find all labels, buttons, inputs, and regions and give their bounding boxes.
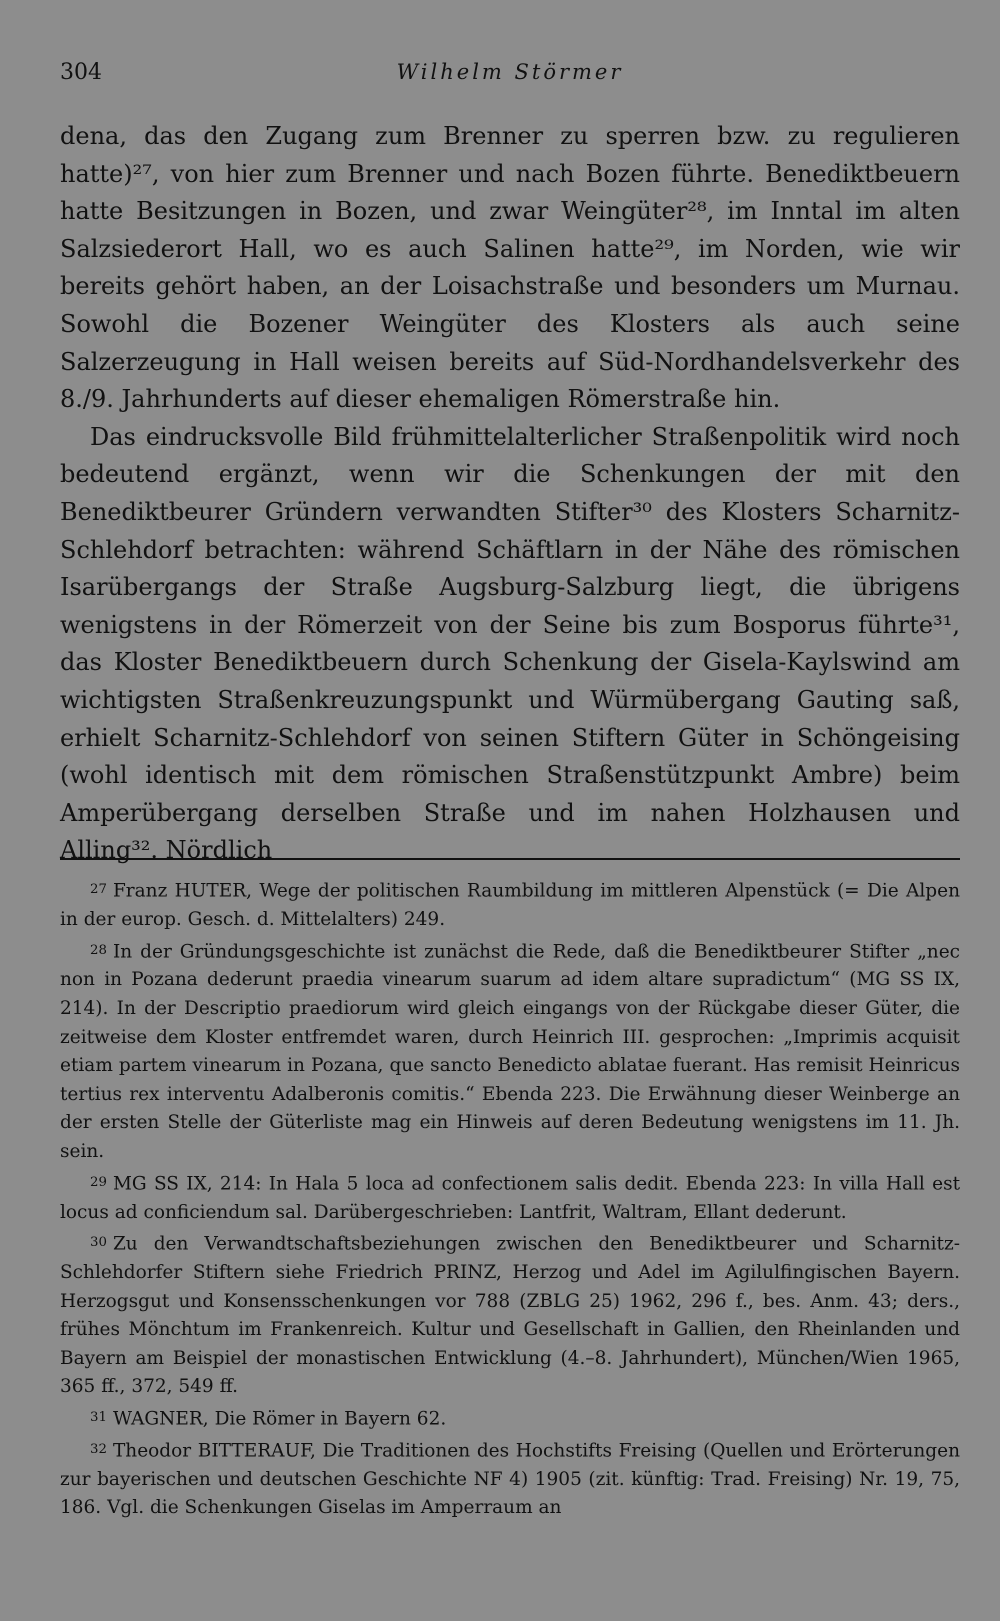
running-head: Wilhelm Störmer [396,60,624,84]
footnote-text: Theodor BITTERAUF, Die Traditionen des Hochstifts Freising (Quellen und Erörterungen zur bayerischen und deutschen Geschichte NF 4) 1905 (zit. künftig: Trad. Freising) Nr. 19, 75, 186. Vgl. die Schenkungen Giselas im Amperraum an [60,1440,960,1519]
page-header [60,60,960,94]
footnotes [60,876,960,1525]
page-number: 304 [60,60,102,85]
footnote-text: WAGNER, Die Römer in Bayern 62. [112,1408,447,1430]
footnote-text: In der Gründungsgeschichte ist zunächst die Rede, daß die Benediktbeurer Stifter „nec non in Pozana dederunt praedia vinearum suarum ad idem altare supradictum“ (MG SS IX, 214). In der Descriptio praediorum wird gleich eingangs von der Rückgabe dieser Güter, die zeitweise dem Kloster entfremdet waren, durch Heinrich III. gesprochen: „Imprimis acquisit etiam partem vinearum in Pozana, que sancto Benedicto ablatae fuerant. Has remisit Heinricus tertius rex interventu Adalberonis comitis.“ Ebenda 223. Die Erwähnung dieser Weinberge an der ersten Stelle der Güterliste mag ein Hinweis auf deren Bedeutung wenigstens im 11. Jh. sein. [60,940,960,1162]
footnote-number: 31 [90,1410,107,1425]
footnote-number: 28 [90,942,107,958]
footnote-divider [60,858,960,860]
paragraph-text: dena, das den Zugang zum Brenner zu sperren bzw. zu regulieren hatte)²⁷, von hier zum Brenner und nach Bozen führte. Benediktbeuern hatte Besitzungen in Bozen, und zwar Weingüter²⁸, im Inntal im alten Salzsiederort Hall, wo es auch Salinen hatte²⁹, im Norden, wie wir bereits gehört haben, an der Loisachstraße und besonders um Murnau. Sowohl die Bozener Weingüter des Klosters als auch seine Salzerzeugung in Hall weisen bereits auf Süd-Nordhandelsverkehr des 8./9. Jahrhunderts auf dieser ehemaligen Römerstraße hin. [60,122,960,414]
footnote-text: Franz HUTER, Wege der politischen Raumbildung im mittleren Alpenstück (= Die Alpen in der europ. Gesch. d. Mittelalters) 249. [60,880,960,930]
paragraph-text: Das eindrucksvolle Bild frühmittelalterlicher Straßenpolitik wird noch bedeutend ergänzt, wenn wir die Schenkungen der mit den Benediktbeurer Gründern verwandten Stifter³⁰ des Klosters Scharnitz-Schlehdorf betrachten: während Schäftlarn in der Nähe des römischen Isarübergangs der Straße Augsburg-Salzburg liegt, die übrigens wenigstens in der Römerzeit von der Seine bis zum Bosporus führte³¹, das Kloster Benediktbeuern durch Schenkung der Gisela-Kaylswind am wichtigsten Straßenkreuzungspunkt und Würmübergang Gauting saß, erhielt Scharnitz-Schlehdorf von seinen Stiftern Güter in Schöngeising (wohl identisch mit dem römischen Straßenstützpunkt Ambre) beim Amperübergang derselben Straße und im nahen Holzhausen und Alling³². Nördlich [60,422,960,865]
footnote-number: 30 [90,1235,107,1251]
footnote-28 [60,937,960,1167]
footnote-text: MG SS IX, 214: In Hala 5 loca ad confectionem salis dedit. Ebenda 223: In villa Hall est locus ad conficiendum sal. Darübergeschrieben: Lantfrit, Waltram, Ellant dederunt. [60,1172,960,1223]
footnote-number: 32 [90,1441,107,1457]
footnote-32 [60,1436,960,1523]
footnote-31 [60,1404,960,1434]
paragraph-2 [60,419,960,870]
footnote-number: 27 [90,882,107,897]
main-text [60,118,960,870]
footnote-30 [60,1229,960,1402]
paragraph-1 [60,118,960,419]
footnote-number: 29 [90,1174,107,1190]
footnote-text: Zu den Verwandtschaftsbeziehungen zwischen den Benediktbeurer und Scharnitz-Schlehdorfer Stiftern siehe Friedrich PRINZ, Herzog und Adel im Agilulfingischen Bayern. Herzogsgut und Konsensschenkungen vor 788 (ZBLG 25) 1962, 296 f., bes. Anm. 43; ders., frühes Mönchtum im Frankenreich. Kultur und Gesellschaft in Gallien, den Rheinlanden und Bayern am Beispiel der monastischen Entwicklung (4.–8. Jahrhundert), München/Wien 1965, 365 ff., 372, 549 ff. [60,1233,960,1398]
footnote-29 [60,1169,960,1228]
footnote-27 [60,876,960,935]
